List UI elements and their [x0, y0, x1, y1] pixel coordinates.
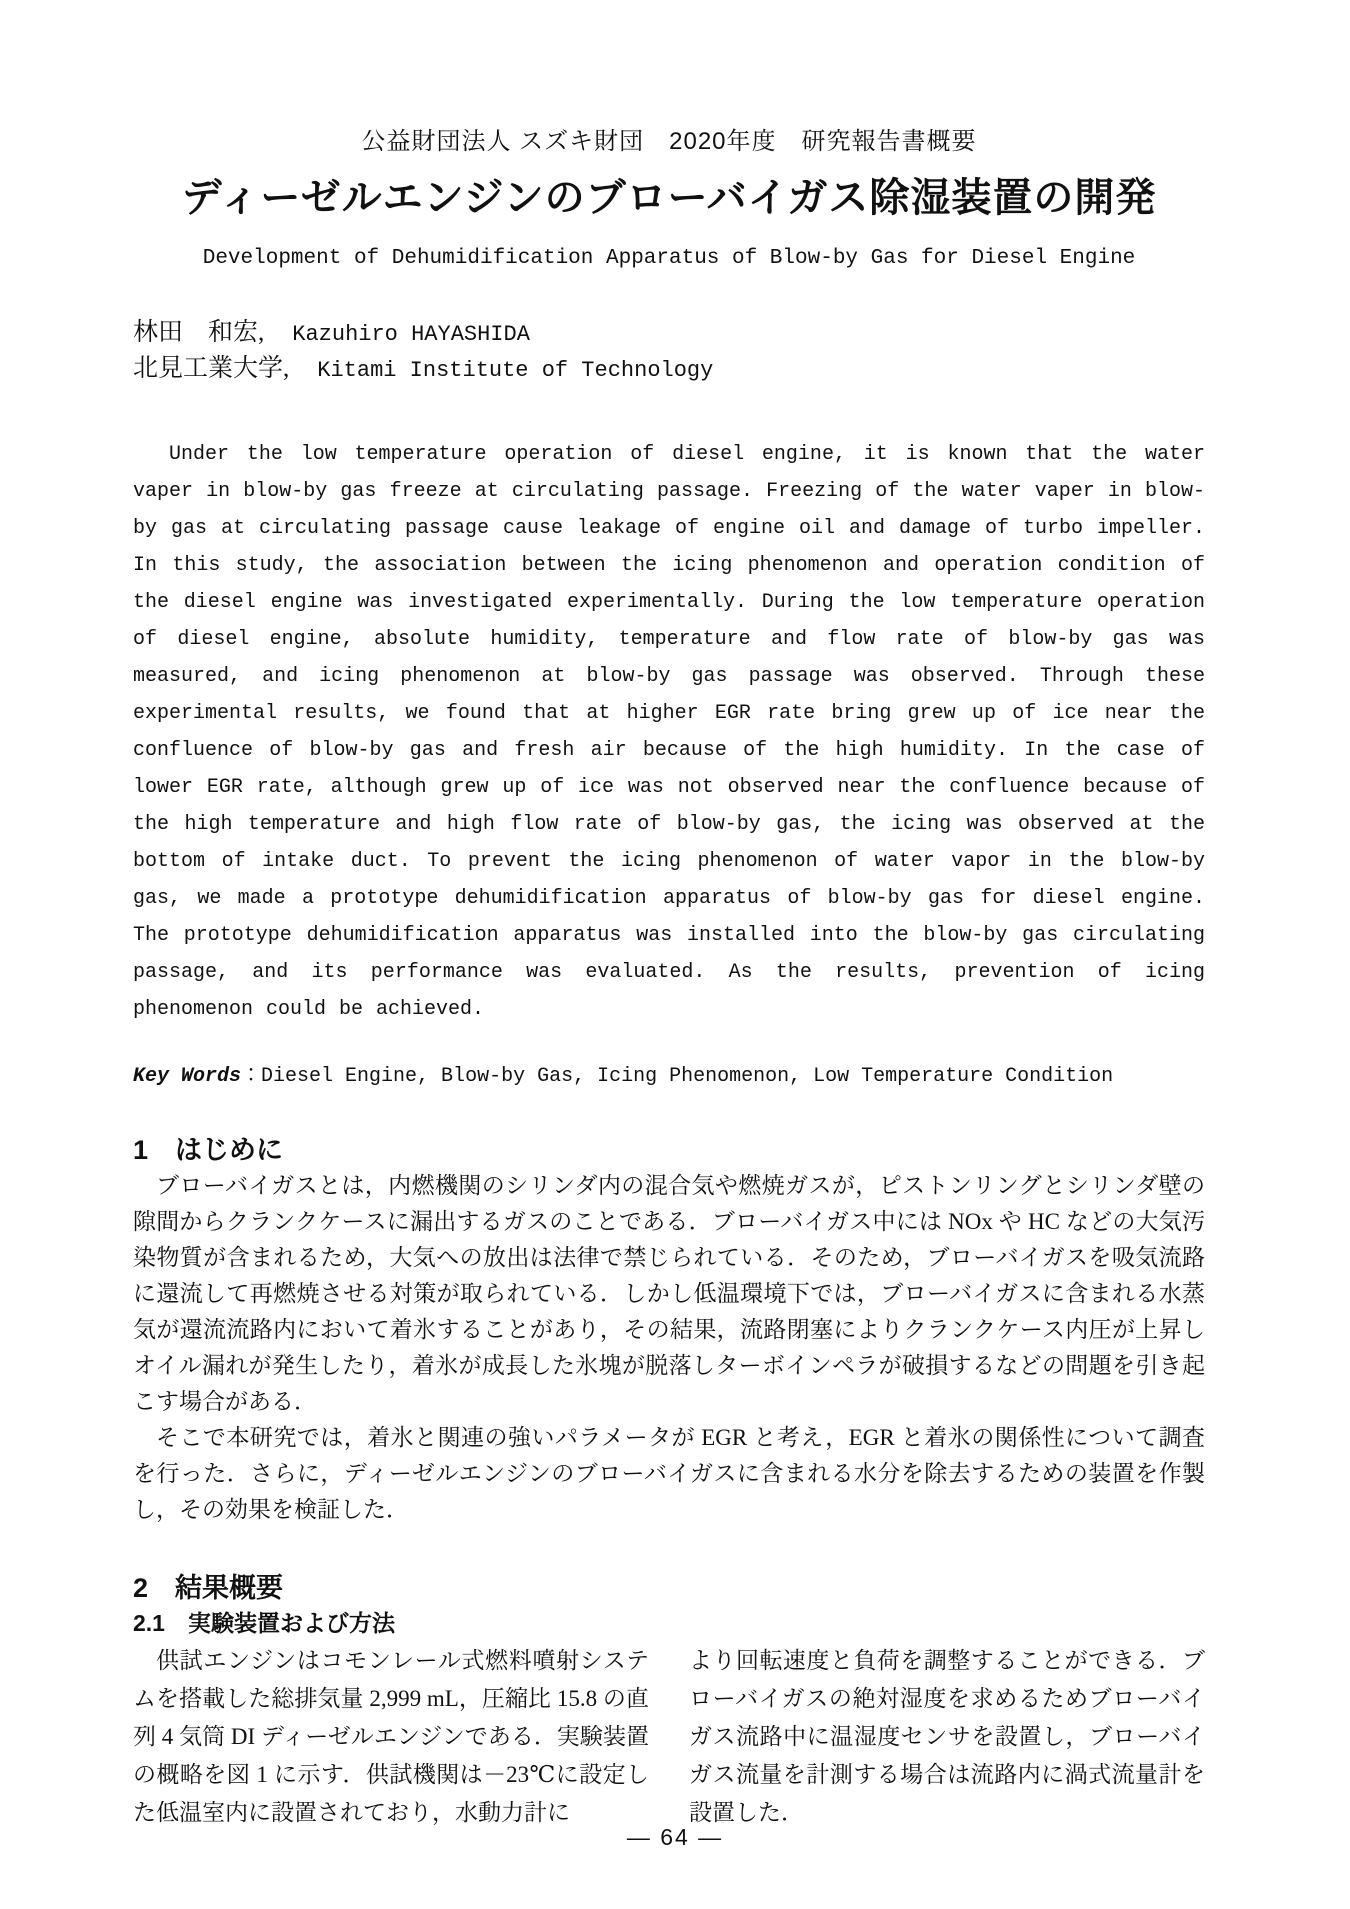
- paper-title-english: Development of Dehumidification Apparatus of Blow-by Gas for Diesel Engine: [202, 247, 1136, 270]
- affiliation-english: Kitami Institute of Technology: [317, 358, 714, 383]
- section-2-heading: 2 結果概要: [133, 1573, 284, 1603]
- author-line: [133, 316, 1205, 352]
- affiliation-japanese: 北見工業大学,: [133, 355, 290, 382]
- keywords-label: Key Words: [133, 1065, 242, 1088]
- organization-header: 公益財団法人 スズキ財団 2020年度 研究報告書概要: [361, 128, 977, 155]
- keywords-text: ：Diesel Engine, Blow-by Gas, Icing Phenomenon, Low Temperature Condition: [241, 1065, 1114, 1088]
- section-1-paragraph-1: ブローバイガスとは，内燃機関のシリンダ内の混合気や燃焼ガスが，ピストンリングとシリンダ壁の隙間からクランクケースに漏出するガスのことである．ブローバイガス中には NOx や HC などの大気汚染物質が含まれるため，大気への放出は法律で禁じられている．そのため，ブローバイガスを吸気流路に還流して再燃焼させる対策が取られている．しかし低温環境下では，ブローバイガスに含まれる水蒸気が還流流路内において着氷することがあり，その結果，流路閉塞によりクランクケース内圧が上昇しオイル漏れが発生したり，着氷が成長した氷塊が脱落しターボインペラが破損するなどの問題を引き起こす場合がある．: [133, 1173, 1205, 1414]
- column-left-text: 供試エンジンはコモンレール式燃料噴射システムを搭載した総排気量 2,999 mL，圧縮比 15.8 の直列 4 気筒 DI ディーゼルエンジンである．実験装置の概略を図 1 に示す．供試機関は－23℃に設定した低温室内に設置されており，水動力計に: [133, 1648, 649, 1825]
- section-2-1-heading: 2.1 実験装置および方法: [133, 1610, 395, 1636]
- abstract-paragraph: Under the low temperature operation of diesel engine, it is known that the water vaper in blow-by gas freeze at circulating passage. Freezing of the water vaper in blow-by gas at circulating passage cause leakage of engine oil and damage of turbo impeller. In this study, the association between the icing phenomenon and operation condition of the diesel engine was investigated experimentally. During the low temperature operation of diesel engine, absolute humidity, temperature and flow rate of blow-by gas was measured, and icing phenomenon at blow-by gas passage was observed. Through these experimental results, we found that at higher EGR rate bring grew up of ice near the confluence of blow-by gas and fresh air because of the high humidity. In the case of lower EGR rate, although grew up of ice was not observed near the confluence because of the high temperature and high flow rate of blow-by gas, the icing was observed at the bottom of intake duct. To prevent the icing phenomenon of water vapor in the blow-by gas, we made a prototype dehumidification apparatus of blow-by gas for diesel engine. The prototype dehumidification apparatus was installed into the blow-by gas circulating passage, and its performance was evaluated. As the results, prevention of icing phenomenon could be achieved.: [133, 443, 1205, 1021]
- page-number: — 64 —: [626, 1824, 724, 1850]
- column-right-text: より回転速度と負荷を調整することができる．ブローバイガスの絶対湿度を求めるためブローバイガス流路中に温湿度センサを設置し，ブローバイガス流量を計測する場合は流路内に渦式流量計を設置した．: [689, 1648, 1205, 1825]
- section-1-paragraph-2: そこで本研究では，着氷と関連の強いパラメータが EGR と考え，EGR と着氷の関係性について調査を行った．さらに，ディーゼルエンジンのブローバイガスに含まれる水分を除去するための装置を作製し，その効果を検証した．: [133, 1425, 1205, 1522]
- section-1-heading: 1 はじめに: [133, 1135, 284, 1165]
- keywords-line: [133, 1060, 1205, 1094]
- author-name-japanese: 林田 和宏,: [133, 319, 265, 346]
- paper-title-japanese: ディーゼルエンジンのブローバイガス除湿装置の開発: [181, 176, 1157, 220]
- author-block: [133, 316, 1205, 388]
- author-name-english: Kazuhiro HAYASHIDA: [292, 322, 530, 347]
- affiliation-line: [133, 352, 1205, 388]
- two-column-body: [133, 1642, 1205, 1832]
